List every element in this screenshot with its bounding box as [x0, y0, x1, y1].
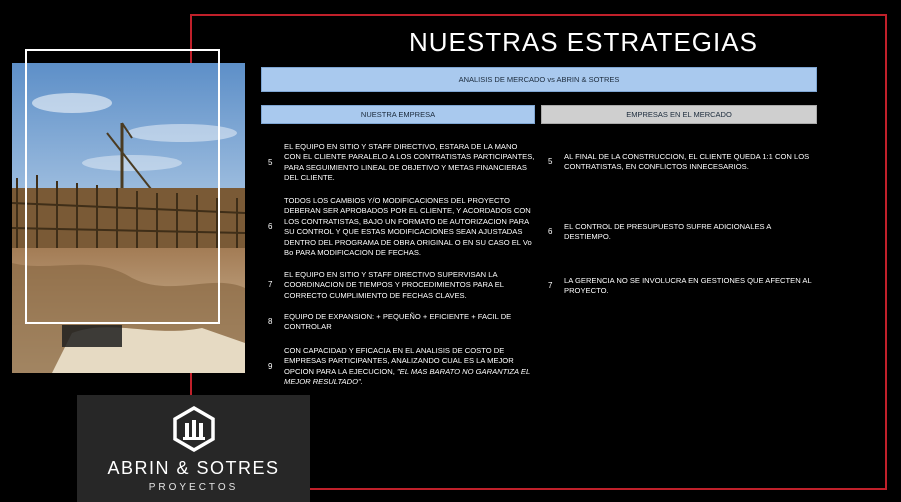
item-number: 5 [548, 157, 553, 167]
item-number: 7 [548, 281, 553, 291]
logo-subtitle: PROYECTOS [148, 482, 239, 493]
left-item [268, 196, 536, 258]
item-text: AL FINAL DE LA CONSTRUCCION, EL CLIENTE QUEDA 1:1 CON LOS CONTRATISTAS, EN CONFLICTOS INNECESARIOS. [564, 152, 810, 172]
item-text: TODOS LOS CAMBIOS Y/O MODIFICACIONES DEL PROYECTO DEBERAN SER APROBADOS POR EL CLIENTE, Y ACORDADOS CON LOS CONTRATISTAS, BAJO UN FORMATO DE AUTORIZACION PARA SU CONTROL Y QUE ESTAS MODIFICACIONES SEAN AJUSTADAS DENTRO DEL PROGRAMA DE OBRA ORIGINAL O EN SU CASO EL Vo Bo PARA MODIFICACION DE FECHAS. [284, 196, 532, 258]
left-item [268, 312, 536, 333]
item-number: 5 [268, 157, 273, 167]
right-item [548, 152, 816, 173]
logo-brand-name: ABRIN & SOTRES [107, 458, 280, 478]
item-text: EL EQUIPO EN SITIO Y STAFF DIRECTIVO SUPERVISAN LA COORDINACION DE TIEMPOS Y PROCEDIMIENTOS PARA EL CORRECTO CUMPLIMIENTO DE FECHAS CLAVES. [284, 270, 504, 300]
left-item [268, 346, 536, 388]
item-text: EL EQUIPO EN SITIO Y STAFF DIRECTIVO, ESTARA DE LA MANO CON EL CLIENTE PARALELO A LOS CONTRATISTAS PARTICIPANTES, PARA SEGUIMIENTO LINEAL DE OBJETIVO Y METAS FINANCIERAS DEL CLIENTE. [284, 142, 535, 183]
left-item [268, 270, 536, 301]
company-logo [77, 395, 310, 502]
item-text-wrap [284, 346, 536, 388]
right-column-header: EMPRESAS EN EL MERCADO [541, 105, 817, 124]
item-number: 7 [268, 280, 273, 290]
item-text: EL CONTROL DE PRESUPUESTO SUFRE ADICIONALES A DESTIEMPO. [564, 222, 771, 242]
item-number: 6 [268, 222, 273, 232]
item-emphasis: "EL MAS BARATO NO GARANTIZA EL MEJOR RESULTADO". [284, 366, 531, 387]
left-column-header: NUESTRA EMPRESA [261, 105, 535, 124]
item-text: LA GERENCIA NO SE INVOLUCRA EN GESTIONES QUE AFECTEN AL PROYECTO. [564, 276, 812, 296]
right-item [548, 276, 816, 297]
logo-mark-icon [171, 406, 217, 452]
item-number: 6 [548, 227, 553, 237]
analysis-bar: ANALISIS DE MERCADO vs ABRIN & SOTRES [261, 67, 817, 92]
item-number: 8 [268, 317, 273, 327]
item-text: CON CAPACIDAD Y EFICACIA EN EL ANALISIS DE COSTO DE EMPRESAS PARTICIPANTES, ANALIZANDO CUAL ES LA MEJOR OPCION PARA LA EJECUCION, [284, 346, 514, 376]
item-text: EQUIPO DE EXPANSION: + PEQUEÑO + EFICIENTE + FACIL DE CONTROLAR [284, 312, 512, 332]
right-item [548, 222, 816, 243]
item-number: 9 [268, 361, 273, 371]
white-frame [25, 49, 220, 324]
left-item [268, 142, 536, 184]
page-title: NUESTRAS ESTRATEGIAS [409, 27, 758, 57]
